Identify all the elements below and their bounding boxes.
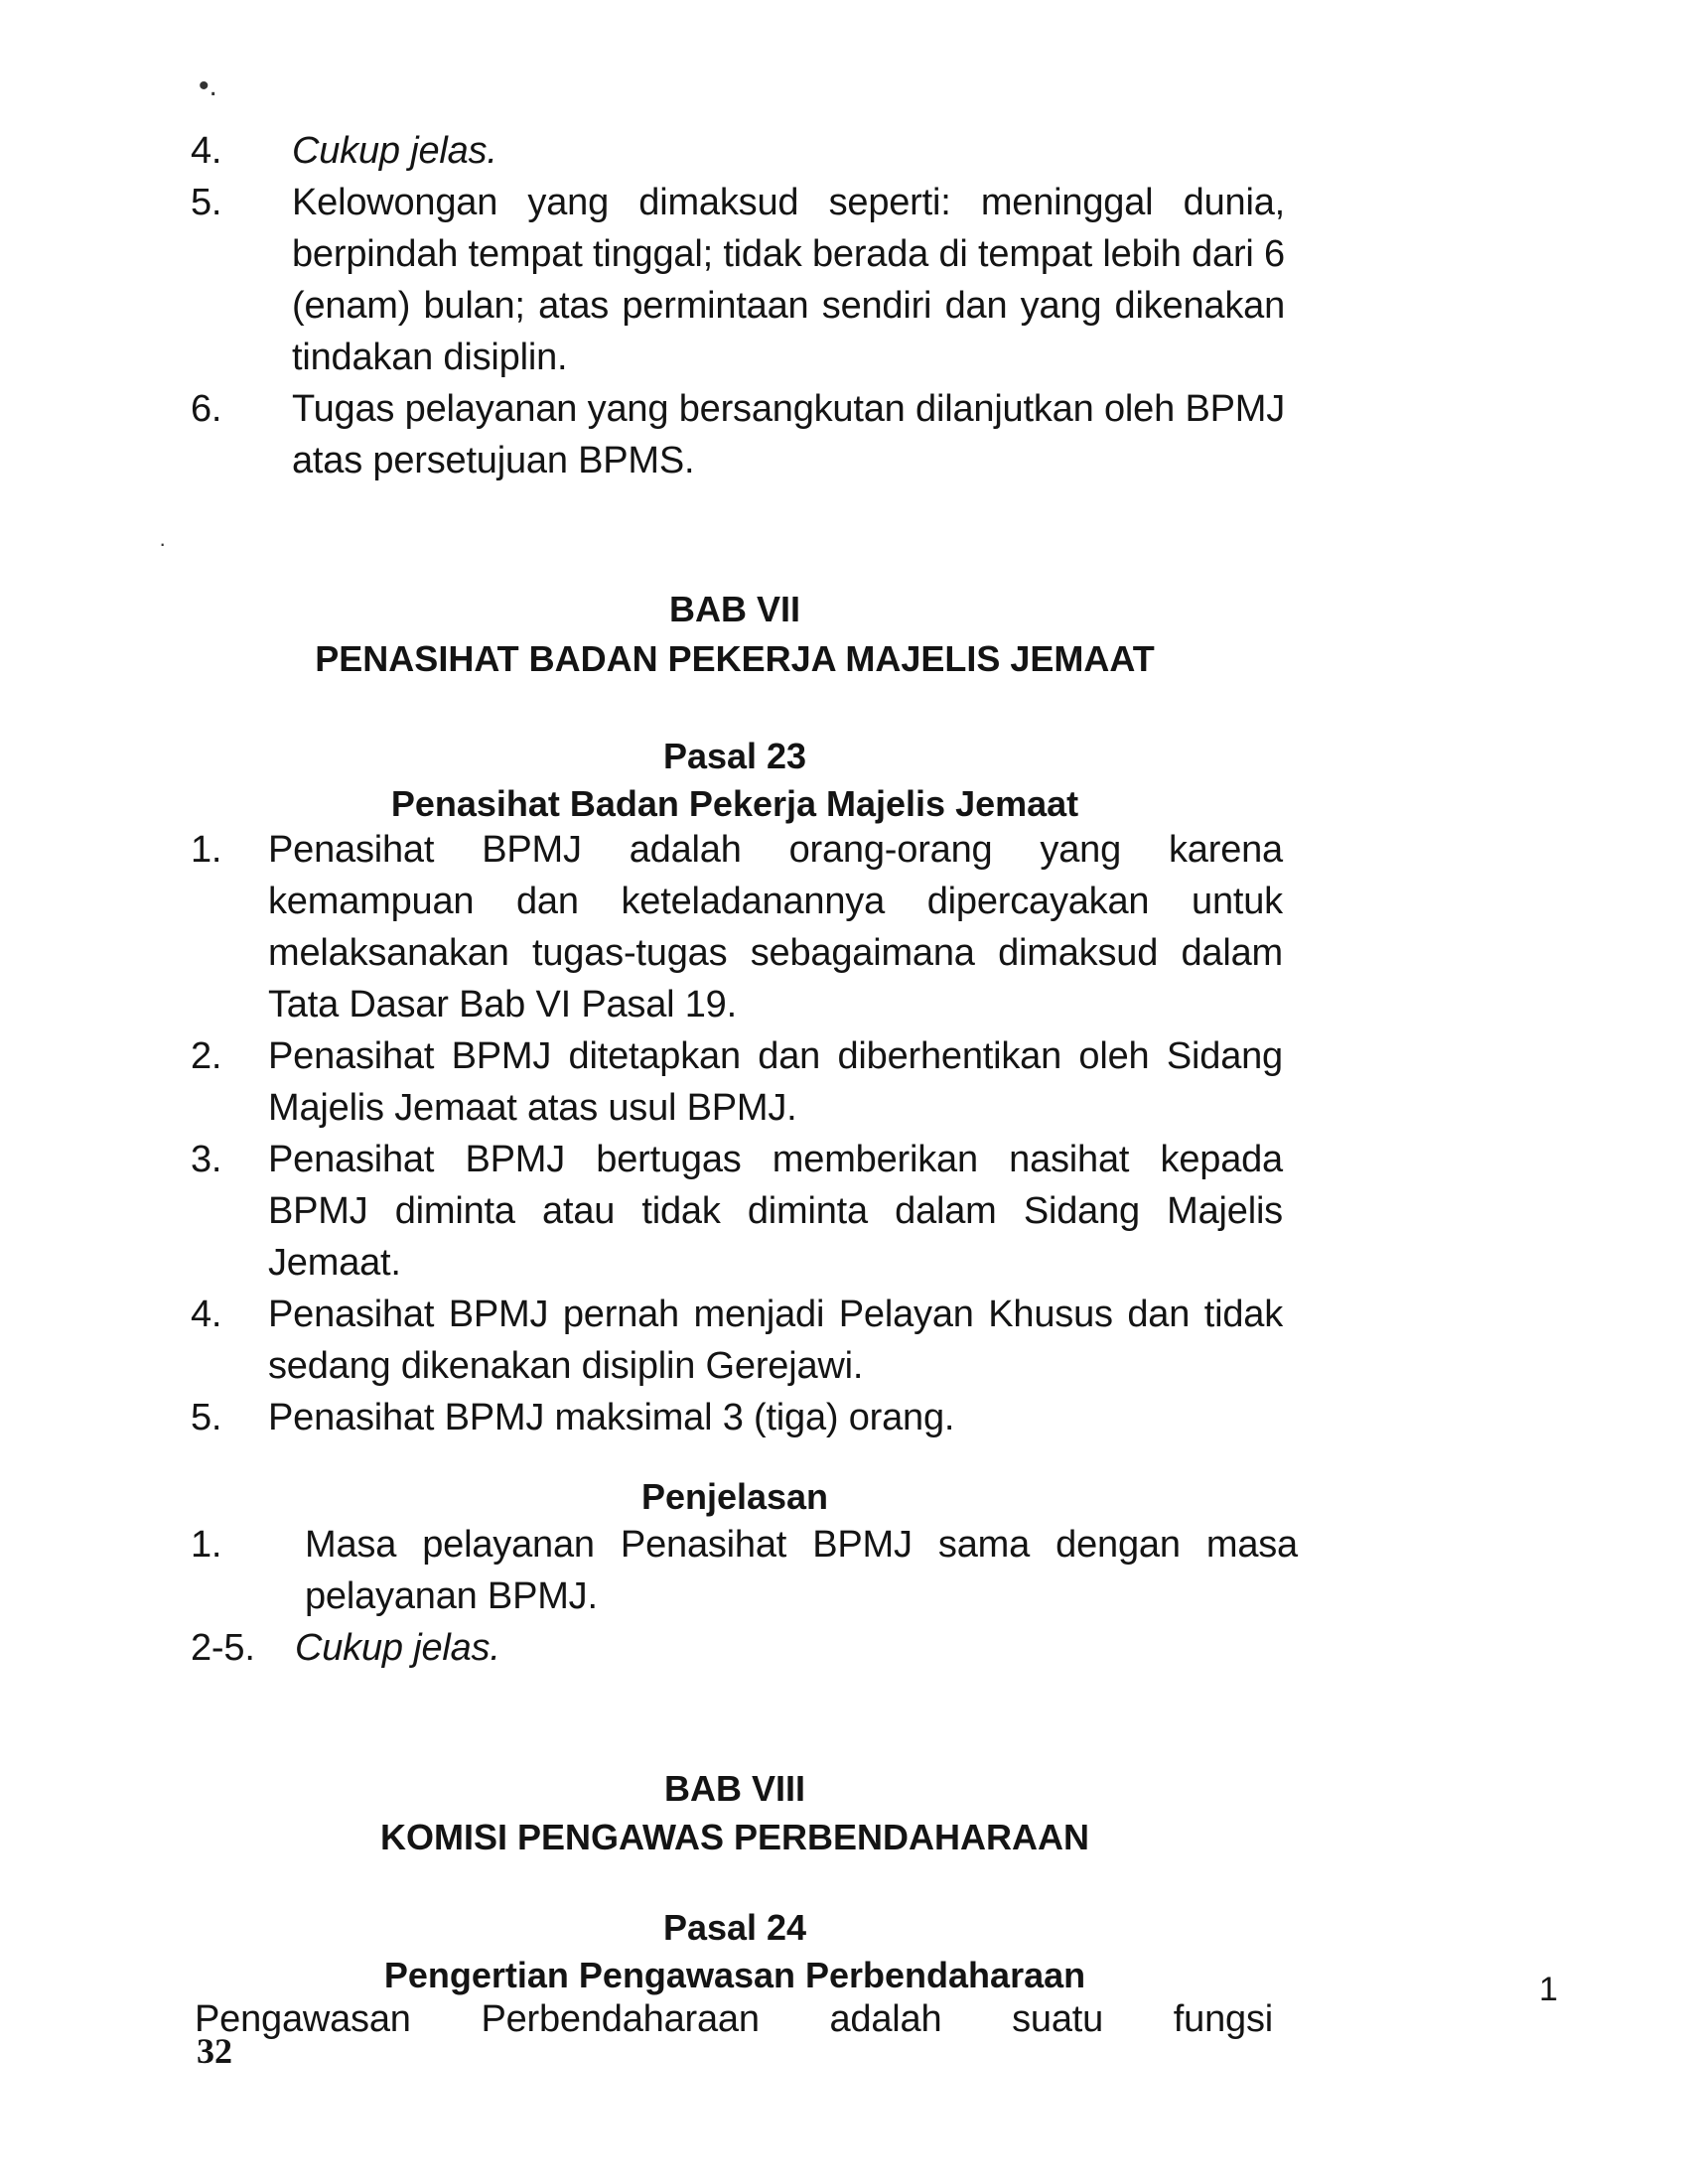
item-number: 1. — [191, 1524, 222, 1566]
list-item — [191, 177, 1285, 383]
article-23-list — [191, 824, 1283, 1443]
item-text: Penasihat BPMJ adalah orang-orang yang karena kemampuan dan keteladanannya dipercayakan untuk melaksanakan tugas-tugas sebagaimana dimaksud dalam Tata Dasar Bab VI Pasal 19. — [268, 829, 1283, 1025]
stray-mark: •. — [199, 69, 217, 102]
chapter-title: BAB VII — [668, 589, 800, 629]
item-number: 4. — [191, 1294, 222, 1335]
explanation-title: Penjelasan — [640, 1476, 829, 1517]
item-text: Penasihat BPMJ bertugas memberikan nasihat kepada BPMJ diminta atau tidak diminta dalam Sidang Majelis Jemaat. — [268, 1139, 1283, 1284]
item-number: 6. — [191, 388, 222, 430]
item-text: Penasihat BPMJ maksimal 3 (tiga) orang. — [268, 1397, 955, 1438]
list-item — [191, 824, 1283, 1030]
explanation-list — [191, 1519, 1298, 1674]
page-number: 32 — [197, 2031, 232, 2071]
item-text: Cukup jelas. — [292, 130, 497, 172]
item-number: 3. — [191, 1139, 222, 1180]
item-text: Cukup jelas. — [295, 1627, 500, 1669]
chapter-title: BAB VIII — [663, 1768, 805, 1809]
item-number: 5. — [191, 1397, 222, 1438]
article-title: Pasal 23 — [662, 736, 807, 776]
item-number: 2. — [191, 1035, 222, 1077]
explanation-list-continued — [191, 125, 1283, 486]
item-text: Kelowongan yang dimaksud seperti: meninggal dunia, berpindah tempat tinggal; tidak berada di tempat lebih dari 6 (enam) bulan; atas permintaan sendiri dan yang dikenakan tindakan disiplin. — [292, 182, 1285, 378]
article-title: Pasal 24 — [662, 1907, 807, 1948]
list-item — [191, 1392, 1283, 1443]
item-number: 4. — [191, 130, 222, 172]
list-item — [191, 125, 1283, 177]
margin-number: 1 — [1539, 1971, 1558, 2008]
item-number: 5. — [191, 182, 222, 223]
article-subtitle: Pengertian Pengawasan Perbendaharaan — [383, 1955, 1086, 1995]
list-item — [191, 1134, 1283, 1289]
stray-mark: · — [159, 531, 167, 556]
chapter-subtitle: PENASIHAT BADAN PEKERJA MAJELIS JEMAAT — [315, 638, 1155, 679]
item-number: 1. — [191, 829, 222, 871]
list-item — [191, 1519, 1298, 1622]
item-number: 2-5. — [191, 1627, 255, 1669]
article-subtitle: Penasihat Badan Pekerja Majelis Jemaat — [390, 783, 1079, 824]
article-24-text: Pengawasan Perbendaharaan adalah suatu fungsi — [195, 1998, 1273, 2040]
list-item — [191, 1030, 1283, 1134]
list-item — [191, 1289, 1283, 1392]
item-text: Tugas pelayanan yang bersangkutan dilanjutkan oleh BPMJ atas persetujuan BPMS. — [292, 388, 1285, 481]
list-item — [191, 1622, 1283, 1674]
item-text: Penasihat BPMJ pernah menjadi Pelayan Khusus dan tidak sedang dikenakan disiplin Gerejawi. — [268, 1294, 1283, 1387]
item-text: Penasihat BPMJ ditetapkan dan diberhentikan oleh Sidang Majelis Jemaat atas usul BPMJ. — [268, 1035, 1283, 1129]
chapter-subtitle: KOMISI PENGAWAS PERBENDAHARAAN — [379, 1817, 1090, 1857]
list-item — [191, 383, 1285, 486]
item-text: Masa pelayanan Penasihat BPMJ sama dengan masa pelayanan BPMJ. — [305, 1524, 1298, 1617]
